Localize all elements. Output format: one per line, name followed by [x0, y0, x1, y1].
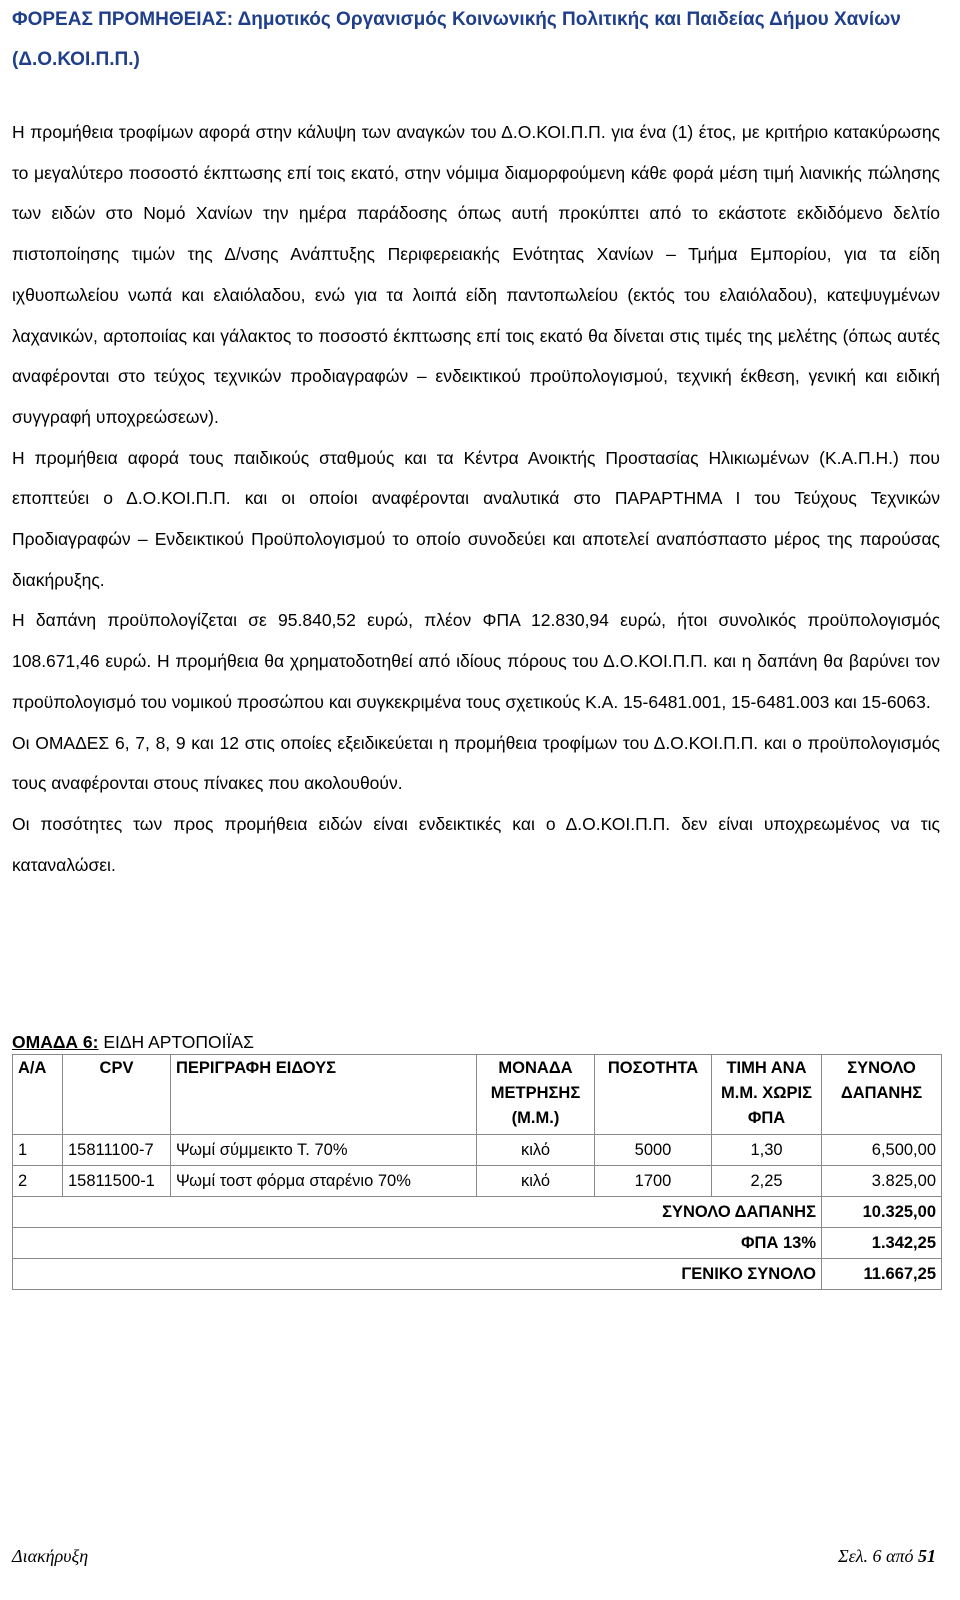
cell-unit-price: 1,30	[712, 1135, 822, 1166]
group-name: ΕΙΔΗ ΑΡΤΟΠΟΙΪΑΣ	[98, 1032, 254, 1052]
cell-description: Ψωμί σύμμεικτο Τ. 70%	[171, 1135, 477, 1166]
paragraph-beneficiaries: Η προμήθεια αφορά τους παιδικούς σταθμούς και τα Κέντρα Ανοικτής Προστασίας Ηλικιωμένων (Κ.Α.Π.Η.) που εποπτεύει ο Δ.Ο.ΚΟΙ.Π.Π. και οι οποίοι αναφέρονται αναλυτικά στο ΠΑΡΑΡΤΗΜΑ Ι του Τεύχους Τεχνικών Προδιαγραφών – Ενδεικτικού Προϋπολογισμού το οποίο συνοδεύει και αποτελεί αναπόσπαστο μέρος της παρούσας διακήρυξης.	[12, 447, 940, 590]
header-unit: ΜΟΝΑΔΑ ΜΕΤΡΗΣΗΣ (Μ.Μ.)	[477, 1055, 595, 1135]
group-title	[12, 1030, 254, 1054]
header-aa: Α/Α	[13, 1055, 63, 1135]
subtotal-row	[13, 1197, 942, 1228]
cell-total: 3.825,00	[822, 1166, 942, 1197]
cell-aa: 1	[13, 1135, 63, 1166]
cell-aa: 2	[13, 1166, 63, 1197]
cell-description: Ψωμί τοστ φόρμα σταρένιο 70%	[171, 1166, 477, 1197]
grand-total-label: ΓΕΝΙΚΟ ΣΥΝΟΛΟ	[13, 1259, 822, 1290]
cell-cpv: 15811100-7	[63, 1135, 171, 1166]
cell-quantity: 1700	[595, 1166, 712, 1197]
header-title-line-2: (Δ.Ο.ΚΟΙ.Π.Π.)	[12, 49, 140, 70]
grand-total-row	[13, 1259, 942, 1290]
paragraph-quantities: Οι ποσότητες των προς προμήθεια ειδών είναι ενδεικτικές και ο Δ.Ο.ΚΟΙ.Π.Π. δεν είναι υποχρεωμένος να τις καταναλώσει.	[12, 813, 940, 875]
cell-unit: κιλό	[477, 1166, 595, 1197]
page-footer	[12, 1542, 940, 1570]
header-description: ΠΕΡΙΓΡΑΦΗ ΕΙΔΟΥΣ	[171, 1055, 477, 1135]
table-header-row	[13, 1055, 942, 1135]
vat-value: 1.342,25	[822, 1228, 942, 1259]
header-title-line-1: ΦΟΡΕΑΣ ΠΡΟΜΗΘΕΙΑΣ: Δημοτικός Οργανισμός Κοινωνικής Πολιτικής και Παιδείας Δήμου Χανίων	[12, 9, 901, 30]
grand-total-value: 11.667,25	[822, 1259, 942, 1290]
cell-cpv: 15811500-1	[63, 1166, 171, 1197]
footer-page-total: 51	[918, 1546, 936, 1566]
vat-row	[13, 1228, 942, 1259]
cell-quantity: 5000	[595, 1135, 712, 1166]
header-unit-price: ΤΙΜΗ ΑΝΑ Μ.Μ. ΧΩΡΙΣ ΦΠΑ	[712, 1055, 822, 1135]
subtotal-value: 10.325,00	[822, 1197, 942, 1228]
subtotal-label: ΣΥΝΟΛΟ ΔΑΠΑΝΗΣ	[13, 1197, 822, 1228]
cell-total: 6,500,00	[822, 1135, 942, 1166]
footer-document-name: Διακήρυξη	[12, 1546, 89, 1566]
header-total: ΣΥΝΟΛΟ ΔΑΠΑΝΗΣ	[822, 1055, 942, 1135]
vat-label: ΦΠΑ 13%	[13, 1228, 822, 1259]
paragraph-budget: Η δαπάνη προϋπολογίζεται σε 95.840,52 ευρώ, πλέον ΦΠΑ 12.830,94 ευρώ, ήτοι συνολικός προϋπολογισμός 108.671,46 ευρώ. Η προμήθεια θα χρηματοδοτηθεί από ιδίους πόρους του Δ.Ο.ΚΟΙ.Π.Π. και η δαπάνη θα βαρύνει τον προϋπολογισμό του νομικού προσώπου και συγκεκριμένα τους σχετικούς Κ.Α. 15-6481.001, 15-6481.003 και 15-6063.	[12, 610, 940, 712]
header-quantity: ΠΟΣΟΤΗΤΑ	[595, 1055, 712, 1135]
table-row	[13, 1135, 942, 1166]
cell-unit: κιλό	[477, 1135, 595, 1166]
body-text	[12, 112, 940, 885]
document-header	[12, 0, 940, 80]
paragraph-groups: Οι ΟΜΑΔΕΣ 6, 7, 8, 9 και 12 στις οποίες εξειδικεύεται η προμήθεια τροφίμων του Δ.Ο.ΚΟΙ.Π.Π. και ο προϋπολογισμός τους αναφέρονται στους πίνακες που ακολουθούν.	[12, 732, 940, 794]
cell-unit-price: 2,25	[712, 1166, 822, 1197]
group-label: ΟΜΑΔΑ 6:	[12, 1032, 99, 1052]
items-table	[12, 1054, 942, 1290]
paragraph-scope: Η προμήθεια τροφίμων αφορά στην κάλυψη των αναγκών του Δ.Ο.ΚΟΙ.Π.Π. για ένα (1) έτος, με κριτήριο κατακύρωσης το μεγαλύτερο ποσοστό έκπτωσης επί τοις εκατό, στην νόμιμα διαμορφούμενη κάθε φορά μέση τιμή λιανικής πώλησης των ειδών στο Νομό Χανίων την ημέρα παράδοσης όπως αυτή προκύπτει από το εκάστοτε εκδιδόμενο δελτίο πιστοποίησης τιμών της Δ/νσης Ανάπτυξης Περιφερειακής Ενότητας Χανίων – Τμήμα Εμπορίου, για τα είδη ιχθυοπωλείου νωπά και ελαιόλαδου, ενώ για τα λοιπά είδη παντοπωλείου (εκτός του ελαιόλαδου), κατεψυγμένων λαχανικών, αρτοποιίας και γάλακτος το ποσοστό έκπτωσης επί τοις εκατό θα δίνεται στις τιμές της μελέτης (όπως αυτές αναφέρονται στο τεύχος τεχνικών προδιαγραφών – ενδεικτικού προϋπολογισμού, τεχνική έκθεση, γενική και ειδική συγγραφή υποχρεώσεων).	[12, 122, 940, 427]
footer-page-prefix: Σελ. 6 από	[837, 1546, 918, 1566]
footer-page-number	[838, 1542, 936, 1570]
header-cpv: CPV	[63, 1055, 171, 1135]
table-row	[13, 1166, 942, 1197]
